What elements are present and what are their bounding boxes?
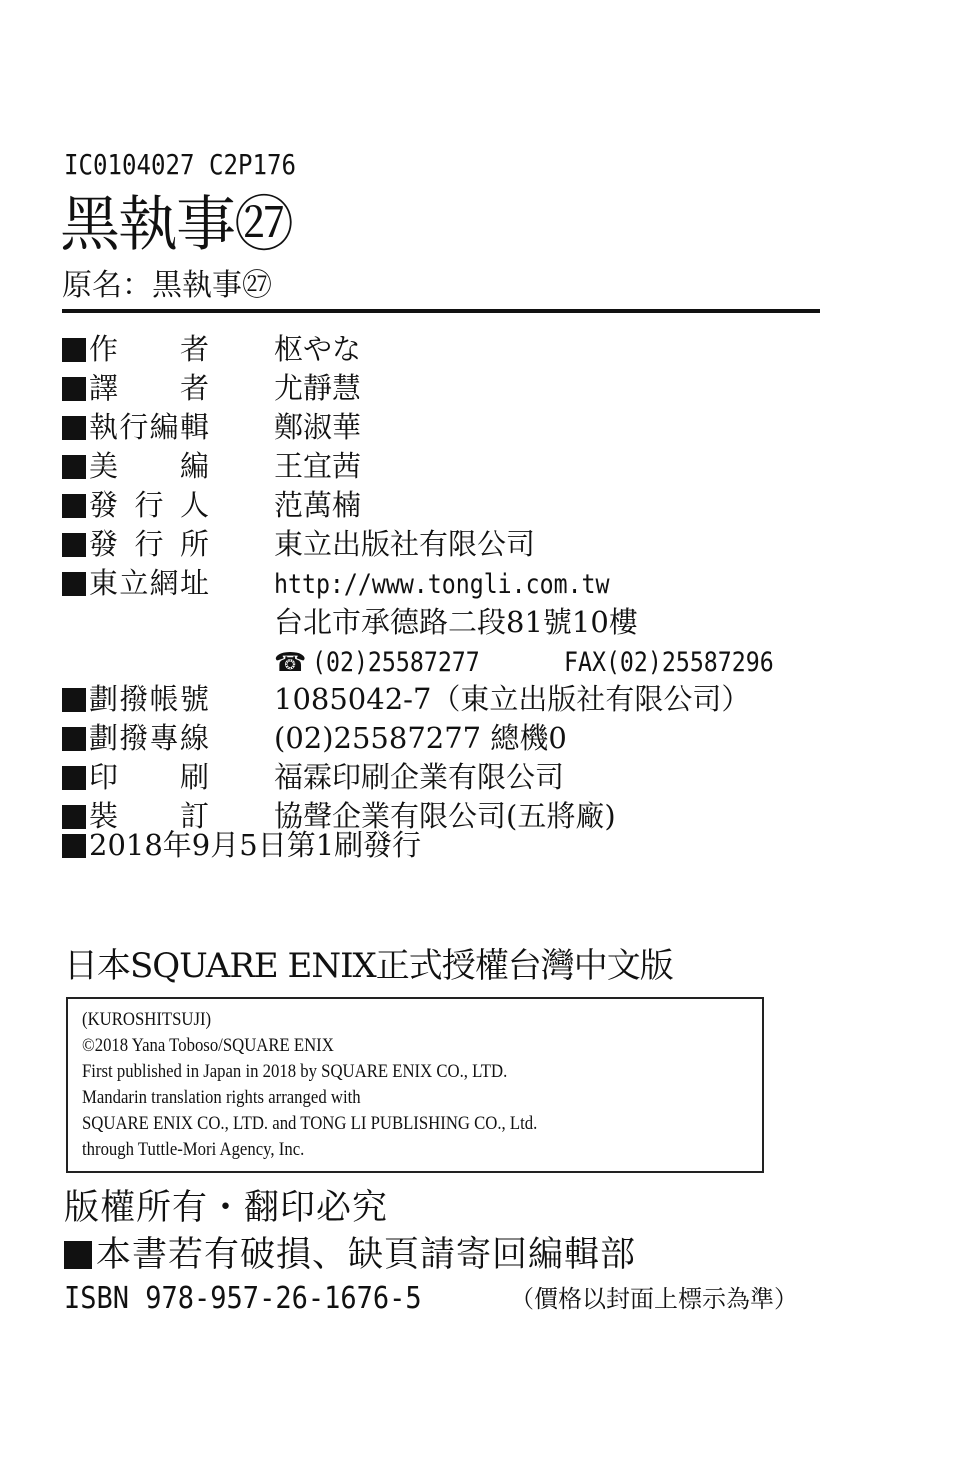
telephone-icon: ☎ bbox=[274, 648, 307, 678]
bullet-square-icon bbox=[62, 416, 86, 440]
damage-notice-text: 本書若有破損、缺頁請寄回編輯部 bbox=[96, 1235, 637, 1275]
isbn-line bbox=[64, 1279, 798, 1319]
credit-label: 發 行 所 bbox=[89, 527, 209, 561]
credit-label: 作 者 bbox=[89, 332, 209, 366]
address: 台北市承德路二段81號10樓 bbox=[274, 605, 638, 639]
credit-label: 裝 訂 bbox=[89, 799, 209, 833]
phone-number: (02)25587277 bbox=[312, 647, 481, 678]
bullet-square-icon bbox=[62, 455, 86, 479]
credit-label: 美 編 bbox=[89, 449, 209, 483]
copyright-box bbox=[66, 997, 764, 1173]
credit-value: 范萬楠 bbox=[274, 488, 362, 522]
credit-value: 福霖印刷企業有限公司 bbox=[274, 760, 565, 794]
fax-number: FAX(02)25587296 bbox=[564, 647, 774, 678]
price-note: （價格以封面上標示為準） bbox=[510, 1285, 798, 1313]
bullet-square-icon bbox=[62, 494, 86, 518]
damage-notice bbox=[64, 1233, 636, 1277]
bullet-square-icon bbox=[62, 377, 86, 401]
bullet-square-icon bbox=[62, 572, 86, 596]
bullet-square-icon bbox=[62, 688, 86, 712]
credit-value: 枢やな bbox=[274, 332, 362, 366]
credit-label: 譯 者 bbox=[89, 371, 209, 405]
publish-date-text: 2018年9月5日第1刷發行 bbox=[89, 828, 422, 862]
bullet-square-icon bbox=[64, 1241, 92, 1269]
divider bbox=[62, 309, 820, 313]
credit-value: 協聲企業有限公司(五將廠) bbox=[274, 799, 616, 833]
product-code: IC0104027 C2P176 bbox=[64, 148, 296, 181]
publish-date bbox=[62, 826, 421, 864]
credit-label: 東立網址 bbox=[89, 566, 209, 600]
bullet-square-icon bbox=[62, 727, 86, 751]
copyright-line: First published in Japan in 2018 by SQUARE ENIX CO., LTD. bbox=[82, 1061, 508, 1082]
credit-label: 發 行 人 bbox=[89, 488, 209, 522]
bullet-square-icon bbox=[62, 533, 86, 557]
book-title: 黑執事㉗ bbox=[60, 190, 292, 260]
bullet-square-icon bbox=[62, 766, 86, 790]
bullet-square-icon bbox=[62, 834, 86, 858]
credit-value: 王宜茜 bbox=[274, 449, 362, 483]
credit-value: 東立出版社有限公司 bbox=[274, 527, 536, 561]
credit-label: 印 刷 bbox=[89, 760, 209, 794]
credit-value: 鄭淑華 bbox=[274, 410, 362, 444]
credit-value: 尤靜慧 bbox=[274, 371, 362, 405]
copyright-line: Mandarin translation rights arranged with bbox=[82, 1087, 361, 1108]
rights-reserved: 版權所有・翻印必究 bbox=[64, 1188, 389, 1228]
website-url[interactable]: http://www.tongli.com.tw bbox=[274, 569, 610, 600]
phone-line bbox=[274, 642, 774, 680]
credit-label: 劃撥帳號 bbox=[89, 682, 209, 716]
bullet-square-icon bbox=[62, 338, 86, 362]
credit-label: 執行編輯 bbox=[89, 410, 209, 444]
original-title: 原名：黒執事㉗ bbox=[62, 268, 272, 303]
credit-value: 1085042-7（東立出版社有限公司） bbox=[274, 682, 751, 716]
credit-value: (02)25587277 總機0 bbox=[274, 721, 567, 755]
isbn-number: ISBN 978-957-26-1676-5 bbox=[64, 1281, 422, 1316]
credit-label: 劃撥專線 bbox=[89, 721, 209, 755]
authorization-line: 日本SQUARE ENIX正式授權台灣中文版 bbox=[64, 946, 673, 986]
copyright-line: ©2018 Yana Toboso/SQUARE ENIX bbox=[82, 1035, 334, 1056]
copyright-line: (KUROSHITSUJI) bbox=[82, 1009, 212, 1030]
copyright-line: through Tuttle-Mori Agency, Inc. bbox=[82, 1139, 305, 1160]
copyright-line: SQUARE ENIX CO., LTD. and TONG LI PUBLISHING CO., Ltd. bbox=[82, 1113, 538, 1134]
